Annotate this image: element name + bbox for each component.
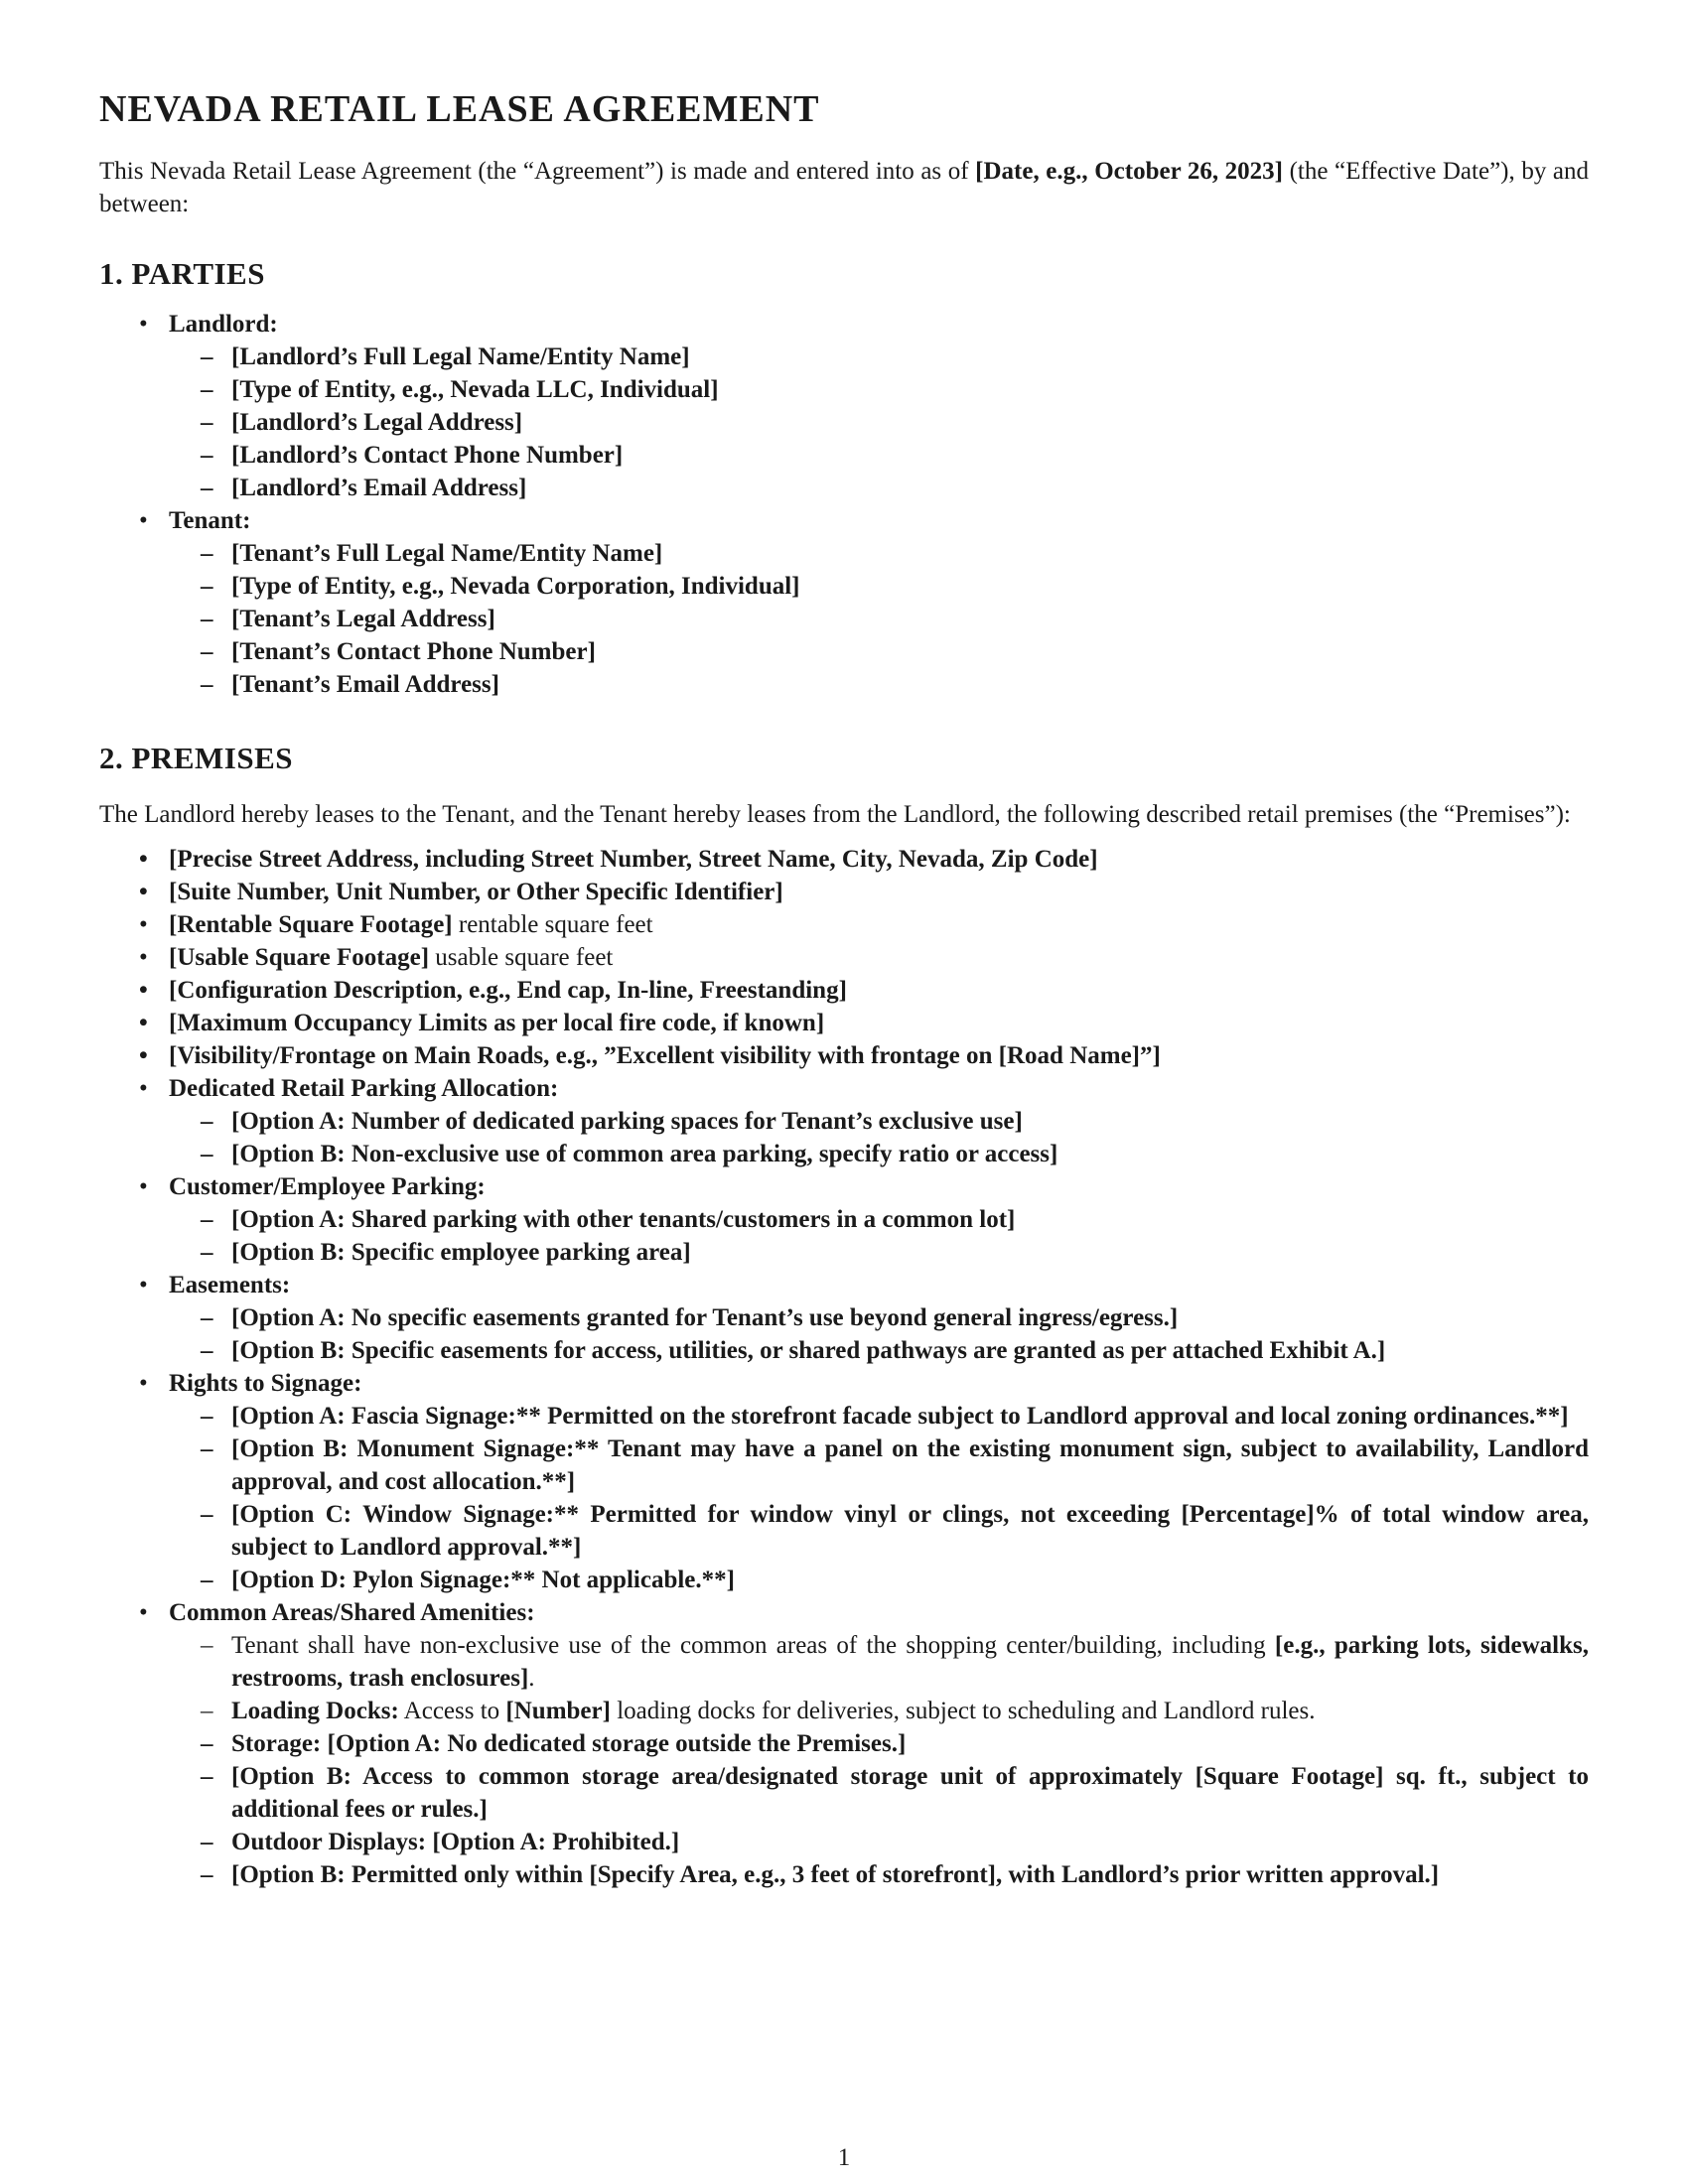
premises-rentable-sqft — [99, 908, 1589, 941]
landlord-email-field: – [Landlord’s Email Address] — [169, 472, 1589, 504]
easements-options — [169, 1301, 1589, 1367]
customer-parking-options — [169, 1203, 1589, 1269]
signage-option-a: – [Option A: Fascia Signage:** Permitted on the storefront facade subject to Landlord approval and local zoning ordinances.**] — [169, 1400, 1589, 1433]
page-number: 1 — [837, 2144, 851, 2171]
storage-option-b: – [Option B: Access to common storage area/designated storage unit of approximately [Square Footage] sq. ft., subject to additional fees or rules.] — [169, 1760, 1589, 1826]
premises-suite: • [Suite Number, Unit Number, or Other Specific Identifier] — [99, 876, 1589, 908]
customer-parking-option-b: – [Option B: Specific employee parking area] — [169, 1236, 1589, 1269]
loading-docks-number: [Number] — [505, 1698, 611, 1724]
premises-address: • [Precise Street Address, including Street Number, Street Name, City, Nevada, Zip Code] — [99, 843, 1589, 876]
document-title: NEVADA RETAIL LEASE AGREEMENT — [99, 88, 820, 130]
customer-parking-item — [99, 1170, 1589, 1269]
loading-docks-text-end: loading docks for deliveries, subject to scheduling and Landlord rules. — [610, 1698, 1316, 1724]
signage-option-b: – [Option B: Monument Signage:** Tenant may have a panel on the existing monument sign, subject to availability, Landlord approval, and cost allocation.**] — [169, 1433, 1589, 1498]
premises-list — [99, 843, 1589, 1891]
tenant-label: Tenant: — [169, 507, 251, 534]
tenant-entity-type-field: – [Type of Entity, e.g., Nevada Corporation, Individual] — [169, 570, 1589, 603]
premises-intro: The Landlord hereby leases to the Tenant, and the Tenant hereby leases from the Landlord, the following described retail premises (the “Premises”): — [99, 801, 1571, 828]
customer-parking-label: Customer/Employee Parking: — [169, 1173, 486, 1200]
parties-list — [99, 308, 1589, 701]
easements-option-a: – [Option A: No specific easements granted for Tenant’s use beyond general ingress/egress.] — [169, 1301, 1589, 1334]
signage-option-c: – [Option C: Window Signage:** Permitted for window vinyl or clings, not exceeding [Percentage]% of total window area, subject to Landlord approval.**] — [169, 1498, 1589, 1564]
rentable-sqft-suffix: rentable square feet — [452, 911, 653, 938]
common-areas-examples: [e.g., parking lots, sidewalks, restrooms, trash enclosures] — [231, 1632, 1589, 1692]
tenant-phone-field: – [Tenant’s Contact Phone Number] — [169, 635, 1589, 668]
storage-option-a: – Storage: [Option A: No dedicated storage outside the Premises.] — [169, 1727, 1589, 1760]
parking-option-a: – [Option A: Number of dedicated parking spaces for Tenant’s exclusive use] — [169, 1105, 1589, 1138]
tenant-email-field: – [Tenant’s Email Address] — [169, 668, 1589, 701]
usable-sqft-suffix: usable square feet — [429, 944, 614, 971]
section-heading-parties: 1. PARTIES — [99, 256, 265, 291]
tenant-item — [99, 504, 1589, 701]
landlord-phone-field: – [Landlord’s Contact Phone Number] — [169, 439, 1589, 472]
easements-option-b: – [Option B: Specific easements for access, utilities, or shared pathways are granted as per attached Exhibit A.] — [169, 1334, 1589, 1367]
intro-text-end: (the “Effective Date”), by and between: — [99, 158, 1590, 217]
common-areas-use — [169, 1629, 1589, 1695]
parking-allocation-label: Dedicated Retail Parking Allocation: — [169, 1075, 559, 1102]
premises-configuration: • [Configuration Description, e.g., End cap, In-line, Freestanding] — [99, 974, 1589, 1007]
rentable-sqft-placeholder: [Rentable Square Footage] — [169, 911, 453, 938]
customer-parking-option-a: – [Option A: Shared parking with other tenants/customers in a common lot] — [169, 1203, 1589, 1236]
section-heading-premises: 2. PREMISES — [99, 741, 293, 775]
landlord-label: Landlord: — [169, 311, 278, 338]
easements-item — [99, 1269, 1589, 1367]
intro-paragraph — [99, 155, 1589, 220]
landlord-item — [99, 308, 1589, 504]
tenant-name-field: – [Tenant’s Full Legal Name/Entity Name] — [169, 537, 1589, 570]
tenant-address-field: – [Tenant’s Legal Address] — [169, 603, 1589, 635]
parking-allocation-options — [169, 1105, 1589, 1170]
outdoor-displays-option-b: – [Option B: Permitted only within [Specify Area, e.g., 3 feet of storefront], with Landlord’s prior written approval.] — [169, 1858, 1589, 1891]
common-areas-use-end: . — [528, 1665, 535, 1692]
loading-docks — [169, 1695, 1589, 1727]
premises-visibility: • [Visibility/Frontage on Main Roads, e.g., ”Excellent visibility with frontage on [Road Name]”] — [99, 1039, 1589, 1072]
parking-option-b: – [Option B: Non-exclusive use of common area parking, specify ratio or access] — [169, 1138, 1589, 1170]
usable-sqft-placeholder: [Usable Square Footage] — [169, 944, 430, 971]
landlord-entity-type-field: – [Type of Entity, e.g., Nevada LLC, Individual] — [169, 373, 1589, 406]
landlord-details — [169, 341, 1589, 504]
premises-usable-sqft — [99, 941, 1589, 974]
common-areas-use-text: Tenant shall have non-exclusive use of the common areas of the shopping center/building, including — [231, 1632, 1275, 1659]
signage-label: Rights to Signage: — [169, 1370, 362, 1397]
intro-text-start: This Nevada Retail Lease Agreement (the “Agreement”) is made and entered into as of — [99, 158, 976, 185]
tenant-details — [169, 537, 1589, 701]
signage-option-d: – [Option D: Pylon Signage:** Not applicable.**] — [169, 1564, 1589, 1596]
common-areas-label: Common Areas/Shared Amenities: — [169, 1599, 535, 1626]
landlord-address-field: – [Landlord’s Legal Address] — [169, 406, 1589, 439]
common-areas-details — [169, 1629, 1589, 1891]
effective-date-placeholder: [Date, e.g., October 26, 2023] — [975, 158, 1283, 185]
parking-allocation-item — [99, 1072, 1589, 1170]
loading-docks-label: Loading Docks: — [231, 1698, 399, 1724]
signage-item — [99, 1367, 1589, 1596]
common-areas-item — [99, 1596, 1589, 1891]
premises-occupancy: • [Maximum Occupancy Limits as per local fire code, if known] — [99, 1007, 1589, 1039]
landlord-name-field: – [Landlord’s Full Legal Name/Entity Name] — [169, 341, 1589, 373]
easements-label: Easements: — [169, 1272, 291, 1298]
outdoor-displays-option-a: – Outdoor Displays: [Option A: Prohibited.] — [169, 1826, 1589, 1858]
loading-docks-text-start: Access to — [398, 1698, 506, 1724]
signage-options — [169, 1400, 1589, 1596]
document-page — [99, 87, 1589, 1891]
